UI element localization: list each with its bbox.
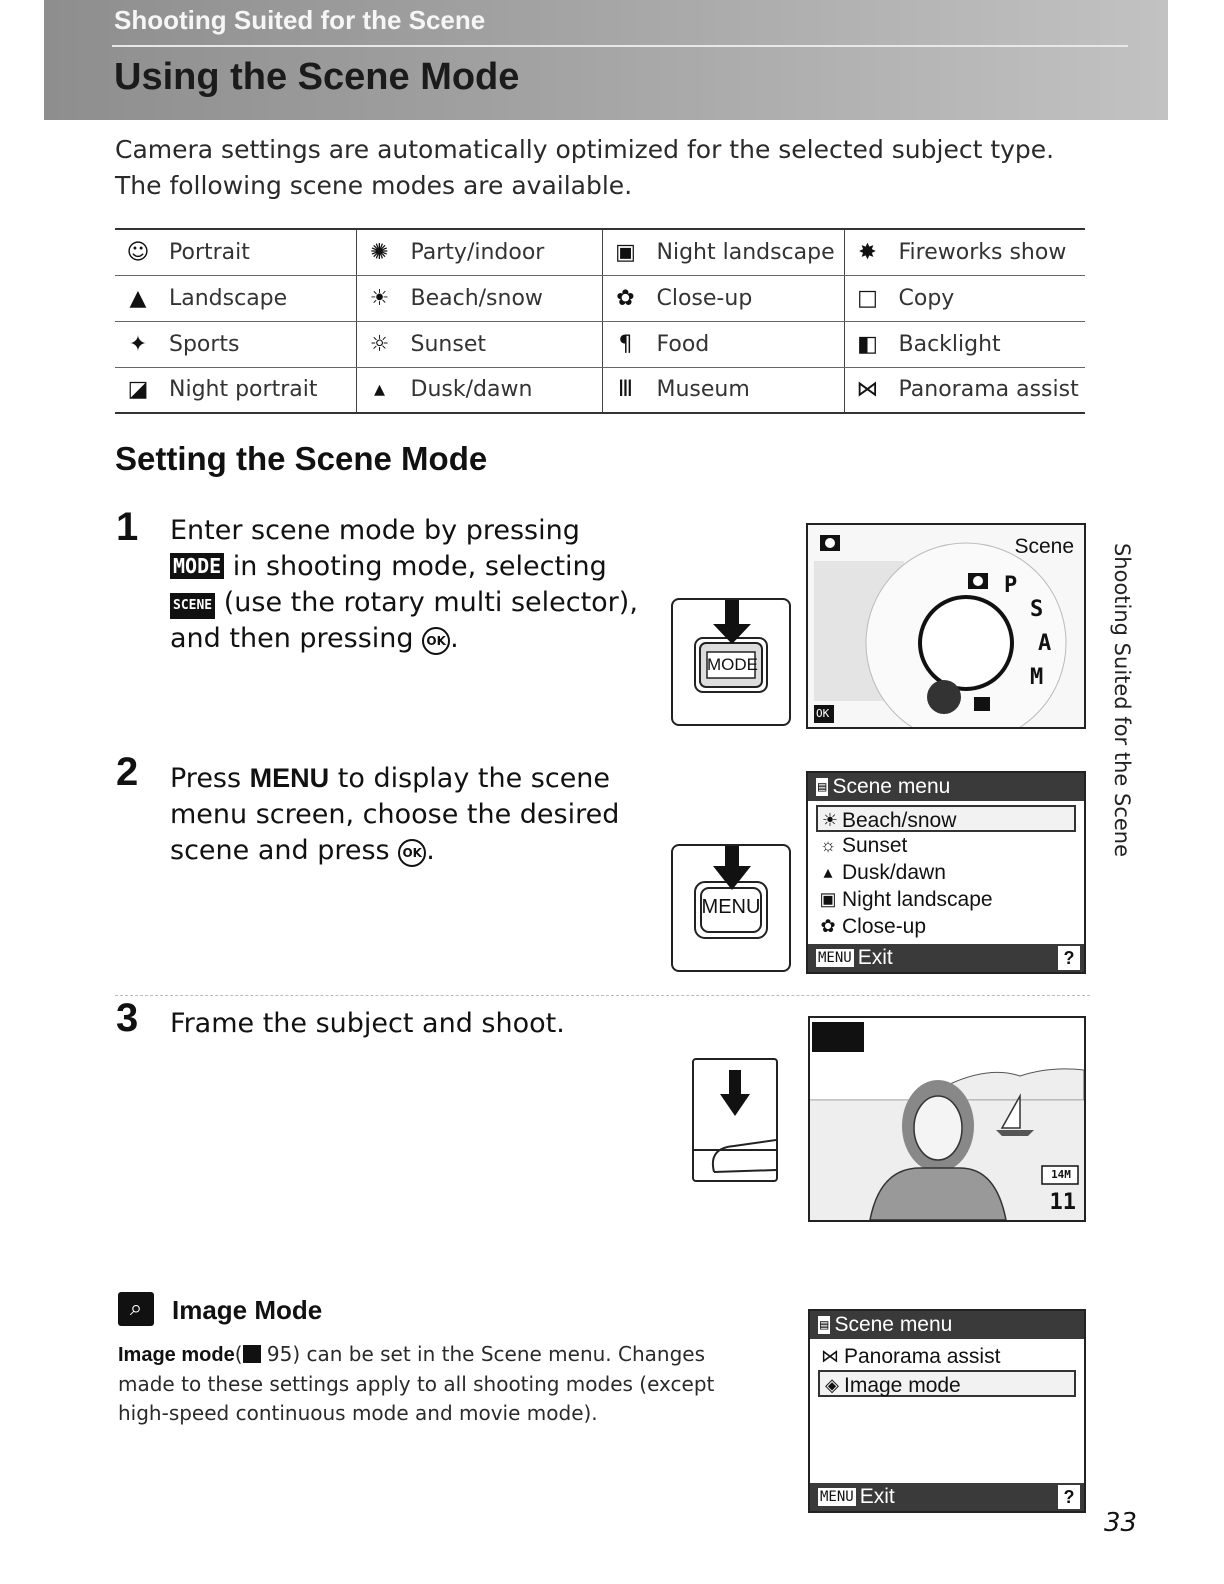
mode-cell — [602, 275, 844, 321]
scene-menu-screen — [806, 771, 1086, 974]
beach-snow-icon: ☀ — [369, 285, 390, 311]
step-1-end: . — [450, 623, 459, 654]
mode-label: Sports — [169, 331, 240, 357]
image-size-indicator: 14M — [1051, 1168, 1071, 1181]
step-2-text-b: to display the scene menu screen, choose the desired scene and press — [170, 763, 620, 866]
dial-letter-m: M — [1030, 665, 1044, 690]
mode-dial-screen — [806, 523, 1086, 729]
scene-menu-list — [808, 801, 1084, 940]
night-landscape-icon: ▣ — [615, 239, 636, 265]
mode-row — [115, 367, 1085, 413]
intro-paragraph: Camera settings are automatically optimized for the selected subject type. The following scene modes are available. — [115, 135, 1055, 200]
image-mode-icon: ◈ — [825, 1375, 839, 1395]
scene-menu-item-label: Close-up — [842, 915, 927, 938]
scene-menu-list — [810, 1339, 1084, 1397]
shutter-press-icon — [694, 1060, 776, 1180]
page-header — [44, 0, 1168, 120]
note-title: Image Mode — [172, 1295, 323, 1325]
mode-label: Backlight — [898, 331, 1001, 357]
step-1-text-c: (use the rotary multi selector), and then pressing — [170, 587, 638, 654]
scene-menu-header — [808, 773, 1084, 801]
scene-menu-item[interactable] — [808, 832, 1084, 859]
dial-letter-a: A — [1038, 631, 1052, 656]
ok-button-icon: OK — [422, 627, 450, 655]
mode-cell — [356, 321, 602, 367]
scene-menu-item[interactable] — [808, 913, 1084, 940]
mode-cell — [844, 367, 1085, 413]
step-3-number: 3 — [116, 996, 139, 1040]
exposures-remaining: 11 — [1049, 1190, 1076, 1215]
close-up-icon: ✿ — [616, 285, 635, 311]
mode-cell — [844, 275, 1085, 321]
step-3-text: Frame the subject and shoot. — [170, 1008, 565, 1039]
scene-menu-title: Scene menu — [834, 1313, 953, 1336]
mode-cell — [844, 321, 1085, 367]
note-body-text: ) can be set in the Scene menu. Changes made to these settings apply to all shooting modes (except high-speed continuous mode and movie mode). — [118, 1342, 715, 1425]
menu-button-label[interactable]: MENU — [701, 896, 761, 918]
mode-label: Sunset — [410, 331, 486, 357]
help-icon[interactable]: ? — [1058, 946, 1080, 970]
dial-ok-label: OK — [816, 707, 830, 720]
mode-label: Close-up — [656, 285, 753, 311]
portrait-icon: ☺ — [126, 239, 150, 265]
party-indoor-icon: ✺ — [370, 239, 389, 265]
dial-letter-p: P — [1004, 573, 1018, 598]
mode-label: Portrait — [169, 239, 250, 265]
mode-cell — [356, 229, 602, 275]
mode-label: Landscape — [169, 285, 288, 311]
mode-label: Party/indoor — [410, 239, 545, 265]
food-icon: ¶ — [618, 331, 633, 357]
step-1-text-a: Enter scene mode by pressing — [170, 515, 580, 546]
mode-cell — [602, 229, 844, 275]
mode-cell — [115, 321, 356, 367]
copy-icon: □ — [857, 285, 878, 311]
step-1-number: 1 — [116, 505, 139, 549]
scene-menu-header — [810, 1311, 1084, 1339]
side-tab-label: Shooting Suited for the Scene — [1110, 542, 1134, 858]
sunset-icon: ☼ — [819, 835, 837, 855]
scene-modes-table — [115, 228, 1085, 414]
mode-label: Museum — [656, 377, 750, 403]
scene-menu-item-label: Panorama assist — [844, 1345, 1001, 1368]
mode-row — [115, 275, 1085, 321]
note-open-paren: ( — [234, 1342, 243, 1366]
step-2-text-a: Press — [170, 763, 242, 794]
shooting-preview-screen — [808, 1016, 1086, 1222]
page-title: Using the Scene Mode — [114, 56, 520, 98]
mode-label: Night portrait — [169, 377, 318, 403]
scene-menu-item[interactable] — [818, 1370, 1076, 1397]
chapter-side-tab — [1092, 540, 1152, 860]
divider — [115, 995, 1090, 996]
scene-menu-item-label: Dusk/dawn — [842, 861, 946, 884]
mode-button-illustration — [671, 598, 791, 726]
note-page-ref: 95 — [266, 1342, 293, 1366]
menu-button-illustration — [671, 844, 791, 972]
note-bold-term: Image mode — [118, 1344, 235, 1366]
scene-menu-icon: ▤ — [818, 779, 827, 795]
scene-menu-item-label: Beach/snow — [842, 809, 957, 832]
scene-menu-item[interactable] — [808, 859, 1084, 886]
close-up-icon: ✿ — [820, 916, 836, 936]
exit-label[interactable]: Exit — [859, 1485, 895, 1508]
step-1-text — [170, 513, 640, 657]
portrait-scene-illustration — [810, 1018, 1084, 1220]
mode-cell — [602, 321, 844, 367]
step-2-text — [170, 760, 630, 869]
exit-label[interactable]: Exit — [857, 946, 893, 969]
mode-button-label[interactable]: MODE — [707, 655, 758, 674]
mode-cell — [115, 367, 356, 413]
mode-label: Dusk/dawn — [410, 377, 533, 403]
mode-button-icon: MODE — [170, 553, 224, 579]
menu-button-icon: MENU — [249, 763, 330, 793]
scene-menu-footer — [810, 1483, 1084, 1511]
mode-cell — [356, 367, 602, 413]
night-portrait-icon: ◪ — [127, 377, 149, 403]
mode-row — [115, 321, 1085, 367]
section-title: Setting the Scene Mode — [115, 440, 488, 477]
mode-label: Panorama assist — [898, 377, 1079, 403]
page-reference-icon — [243, 1345, 261, 1363]
museum-icon: Ⅲ — [617, 377, 634, 403]
mode-label: Beach/snow — [410, 285, 543, 311]
scene-menu-title: Scene menu — [832, 775, 951, 798]
step-1-text-b: in shooting mode, selecting — [232, 551, 607, 582]
fireworks-show-icon: ✸ — [858, 239, 877, 265]
dusk-dawn-icon: ▴ — [373, 377, 386, 403]
scene-menu-item[interactable] — [808, 886, 1084, 913]
section-label: Shooting Suited for the Scene — [114, 5, 486, 35]
mode-cell — [115, 229, 356, 275]
mode-cell — [115, 275, 356, 321]
panorama-assist-icon: ⋈ — [856, 377, 879, 403]
beach-snow-icon: ☀ — [821, 810, 839, 830]
sunset-icon: ☼ — [369, 331, 390, 357]
note-magnifier-icon: ⌕ — [118, 1292, 154, 1326]
landscape-icon: ▲ — [129, 285, 147, 311]
note-body — [118, 1340, 768, 1428]
step-2-number: 2 — [116, 750, 139, 794]
scene-menu-item[interactable] — [810, 1343, 1084, 1370]
mode-cell — [602, 367, 844, 413]
scene-menu-item-label: Sunset — [842, 834, 908, 857]
help-icon[interactable]: ? — [1058, 1485, 1080, 1509]
backlight-icon: ◧ — [857, 331, 878, 357]
page-number: 33 — [1104, 1508, 1138, 1538]
mode-row — [115, 229, 1085, 275]
scene-menu-item[interactable] — [816, 805, 1076, 832]
step-2-end: . — [426, 835, 435, 866]
dusk-dawn-icon: ▴ — [823, 862, 833, 882]
mode-label: Food — [656, 331, 710, 357]
mode-cell — [356, 275, 602, 321]
scene-menu-footer — [808, 944, 1084, 972]
scene-menu-screen-2 — [808, 1309, 1086, 1513]
scene-icon: SCENE — [170, 593, 215, 619]
dial-scene-label: Scene — [1014, 535, 1074, 558]
header-rule — [112, 45, 1128, 47]
menu-tag: MENU — [818, 950, 852, 966]
mode-cell — [844, 229, 1085, 275]
menu-tag: MENU — [820, 1489, 854, 1505]
panorama-assist-icon: ⋈ — [821, 1346, 839, 1366]
scene-menu-item-label: Image mode — [844, 1374, 961, 1397]
mode-label: Copy — [898, 285, 955, 311]
night-landscape-icon: ▣ — [819, 889, 837, 909]
dial-letter-s: S — [1030, 597, 1044, 622]
mode-label: Fireworks show — [898, 239, 1067, 265]
shutter-button-illustration — [692, 1058, 778, 1182]
mode-label: Night landscape — [656, 239, 835, 265]
ok-button-icon: OK — [398, 839, 426, 867]
scene-menu-item-label: Night landscape — [842, 888, 993, 911]
scene-menu-icon: ▤ — [820, 1317, 829, 1333]
sports-icon: ✦ — [128, 331, 148, 357]
